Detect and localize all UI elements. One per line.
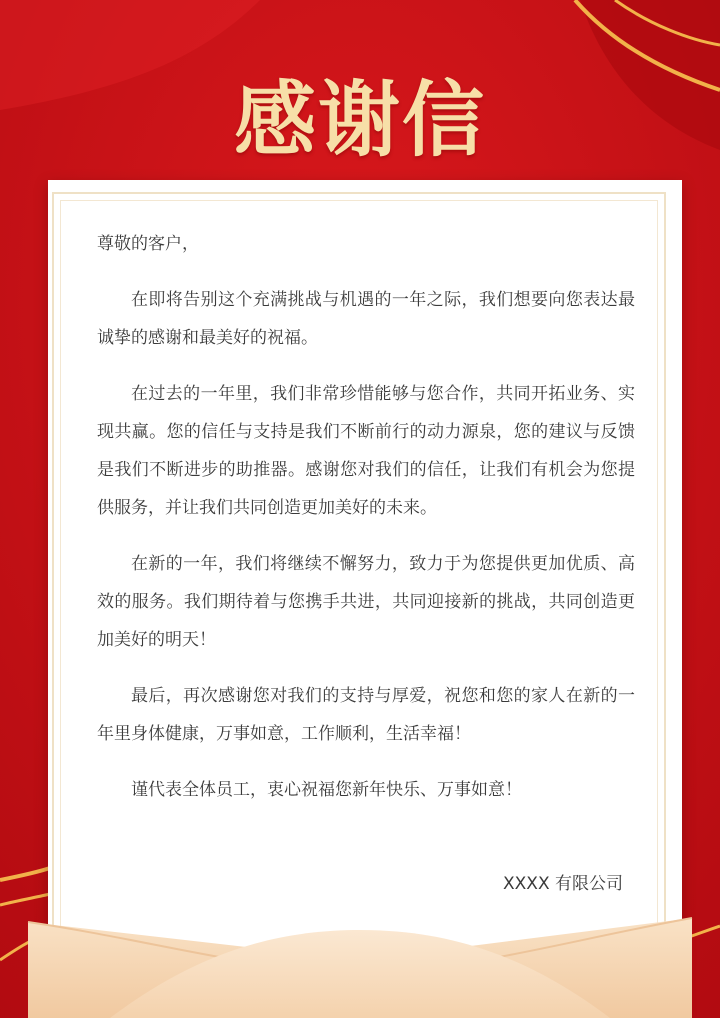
letter-greeting: 尊敬的客户， bbox=[97, 234, 199, 254]
letter-paragraph: 谨代表全体员工，衷心祝福您新年快乐、万事如意！ bbox=[131, 780, 522, 800]
envelope-front bbox=[0, 900, 720, 1018]
letter-paragraph: 在即将告别这个充满挑战与机遇的一年之际，我们想要向您表达最诚挚的感谢和最美好的祝福。 bbox=[97, 290, 635, 348]
letter-title: 感谢信 bbox=[233, 72, 486, 168]
letter-paragraph: 在新的一年，我们将继续不懈努力，致力于为您提供更加优质、高效的服务。我们期待着与您携手共进，共同迎接新的挑战，共同创造更加美好的明天！ bbox=[97, 554, 635, 650]
letter-paragraph: 最后，再次感谢您对我们的支持与厚爱，祝您和您的家人在新的一年里身体健康，万事如意，工作顺利，生活幸福！ bbox=[97, 686, 635, 744]
letter-body bbox=[97, 225, 635, 827]
letter-paragraph: 在过去的一年里，我们非常珍惜能够与您合作，共同开拓业务、实现共赢。您的信任与支持是我们不断前行的动力源泉，您的建议与反馈是我们不断进步的助推器。感谢您对我们的信任，让我们有机会为您提供服务，并让我们共同创造更加美好的未来。 bbox=[97, 384, 635, 518]
letter-signature: XXXX 有限公司 bbox=[503, 874, 623, 894]
